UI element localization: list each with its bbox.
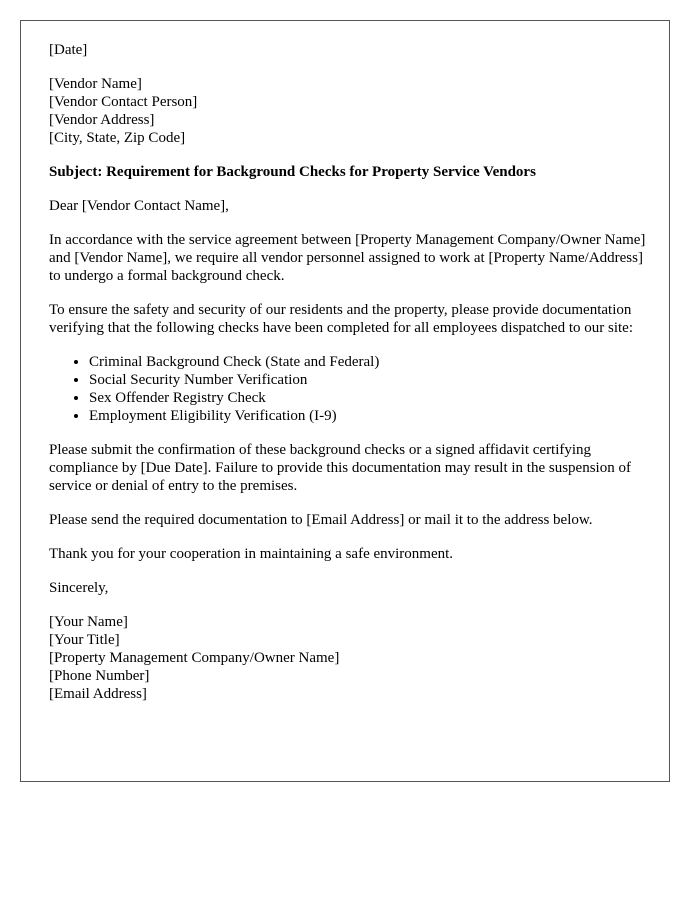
letter <box>20 20 670 782</box>
subject: Subject: Requirement for Background Checks for Property Service Vendors <box>49 164 536 180</box>
signature-line: [Your Name] <box>49 614 128 630</box>
paragraph: In accordance with the service agreement between [Property Management Company/Owner Name] and [Vendor Name], we require all vendor personnel assigned to work at [Property Name/Address] to undergo a formal background check. <box>49 232 646 284</box>
paragraph: Thank you for your cooperation in maintaining a safe environment. <box>49 546 454 562</box>
salutation: Dear [Vendor Contact Name], <box>49 198 229 214</box>
recipient-address <box>49 75 649 147</box>
paragraph: Please submit the confirmation of these background checks or a signed affidavit certifying compliance by [Due Date]. Failure to provide this documentation may result in the suspension of service or denial of entry to the premises. <box>49 442 631 494</box>
signature-line: [Property Management Company/Owner Name] <box>49 650 340 666</box>
signature-block <box>49 613 649 703</box>
recipient-line: [Vendor Contact Person] <box>49 94 198 110</box>
recipient-line: [Vendor Name] <box>49 76 142 92</box>
recipient-line: [City, State, Zip Code] <box>49 130 186 146</box>
list-item: • Sex Offender Registry Check <box>89 389 649 407</box>
signature-line: [Your Title] <box>49 632 120 648</box>
checks-list <box>49 353 649 425</box>
list-item: • Employment Eligibility Verification (I-9) <box>89 407 649 425</box>
paragraph: To ensure the safety and security of our residents and the property, please provide documentation verifying that the following checks have been completed for all employees dispatched to our site: <box>49 302 633 336</box>
closing: Sincerely, <box>49 580 109 596</box>
list-item: • Social Security Number Verification <box>89 371 649 389</box>
list-item: • Criminal Background Check (State and Federal) <box>89 353 649 371</box>
signature-line: [Email Address] <box>49 686 147 702</box>
date: [Date] <box>49 42 88 58</box>
recipient-line: [Vendor Address] <box>49 112 155 128</box>
signature-line: [Phone Number] <box>49 668 150 684</box>
paragraph: Please send the required documentation to [Email Address] or mail it to the address below. <box>49 512 593 528</box>
